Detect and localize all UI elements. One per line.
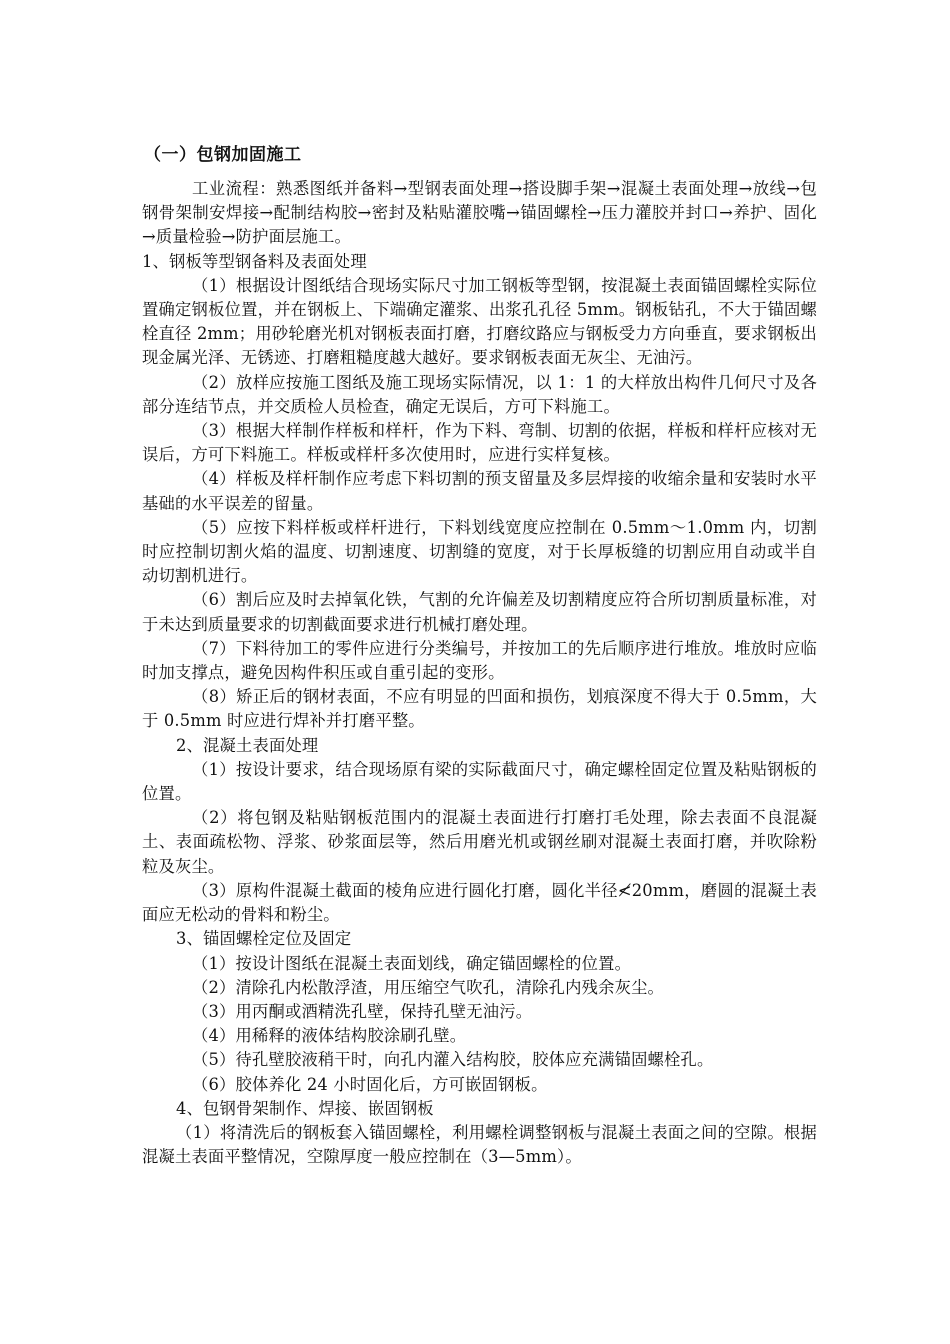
paragraph: （2）放样应按施工图纸及施工现场实际情况，以 1：1 的大样放出构件几何尺寸及各部分连结节点，并交质检人员检查，确定无误后，方可下料施工。	[142, 372, 817, 416]
paragraph: 工业流程：熟悉图纸并备料→型钢表面处理→搭设脚手架→混凝土表面处理→放线→包钢骨架制安焊接→配制结构胶→密封及粘贴灌胶嘴→锚固螺栓→压力灌胶并封口→养护、固化→质量检验→防护面层施工。	[142, 179, 817, 247]
document-body	[142, 142, 817, 1169]
paragraph: （6）胶体养化 24 小时固化后，方可嵌固钢板。	[192, 1074, 548, 1094]
paragraph: （3）根据大样制作样板和样杆，作为下料、弯制、切割的依据，样板和样杆应核对无误后，方可下料施工。样板或样杆多次使用时，应进行实样复核。	[142, 421, 817, 465]
paragraph: （3）原构件混凝土截面的棱角应进行圆化打磨，圆化半径≮20mm，磨圆的混凝土表面应无松动的骨料和粉尘。	[142, 880, 817, 925]
paragraph: （2）将包钢及粘贴钢板范围内的混凝土表面进行打磨打毛处理，除去表面不良混凝土、表面疏松物、浮浆、砂浆面层等，然后用磨光机或钢丝刷对混凝土表面打磨，并吹除粉粒及灰尘。	[142, 808, 817, 876]
paragraph-list	[142, 177, 817, 1169]
paragraph: 1、钢板等型钢备料及表面处理	[142, 251, 367, 271]
paragraph: （5）待孔壁胶液稍干时，向孔内灌入结构胶，胶体应充满锚固螺栓孔。	[192, 1050, 714, 1070]
paragraph: （1）根据设计图纸结合现场实际尺寸加工钢板等型钢，按混凝土表面锚固螺栓实际位置确定钢板位置，并在钢板上、下端确定灌浆、出浆孔孔径 5mm。钢板钻孔，不大于锚固螺栓直径 2mm；用砂轮磨光机对钢板表面打磨，打磨纹路应与钢板受力方向垂直，要求钢板出现金属光泽、无锈迹、打磨粗糙度越大越好。要求钢板表面无灰尘、无油污。	[142, 275, 817, 368]
paragraph: （1）按设计图纸在混凝土表面划线，确定锚固螺栓的位置。	[192, 953, 632, 973]
paragraph: （7）下料待加工的零件应进行分类编号，并按加工的先后顺序进行堆放。堆放时应临时加支撑点，避免因构件积压或自重引起的变形。	[142, 638, 817, 683]
paragraph: 3、锚固螺栓定位及固定	[176, 929, 352, 949]
paragraph: （6）割后应及时去掉氧化铁，气割的允许偏差及切割精度应符合所切割质量标准，对于未达到质量要求的切割截面要求进行机械打磨处理。	[142, 590, 817, 634]
paragraph: （8）矫正后的钢材表面，不应有明显的凹面和损伤，划痕深度不得大于 0.5mm，大于 0.5mm 时应进行焊补并打磨平整。	[142, 687, 817, 731]
paragraph: （4）样板及样杆制作应考虑下料切割的预支留量及多层焊接的收缩余量和安装时水平基础的水平误差的留量。	[142, 469, 817, 513]
paragraph: （1）按设计要求，结合现场原有梁的实际截面尺寸，确定螺栓固定位置及粘贴钢板的位置。	[142, 759, 817, 804]
section-title: （一）包钢加固施工	[144, 145, 302, 165]
paragraph: （5）应按下料样板或样杆进行，下料划线宽度应控制在 0.5mm～1.0mm 内，切割时应控制切割火焰的温度、切割速度、切割缝的宽度，对于长厚板缝的切割应用自动或半自动切割机进行。	[142, 517, 817, 586]
paragraph: 2、混凝土表面处理	[176, 735, 319, 755]
paragraph: （4）用稀释的液体结构胶涂刷孔壁。	[192, 1026, 467, 1046]
paragraph: （2）清除孔内松散浮渣，用压缩空气吹孔，清除孔内残余灰尘。	[192, 977, 665, 997]
paragraph: 4、包钢骨架制作、焊接、嵌固钢板	[176, 1098, 434, 1118]
paragraph: （3）用丙酮或酒精洗孔壁，保持孔壁无油污。	[192, 1001, 533, 1021]
paragraph: （1）将清洗后的钢板套入锚固螺栓，利用螺栓调整钢板与混凝土表面之间的空隙。根据混凝土表面平整情况，空隙厚度一般应控制在（3—5mm）。	[142, 1122, 817, 1167]
